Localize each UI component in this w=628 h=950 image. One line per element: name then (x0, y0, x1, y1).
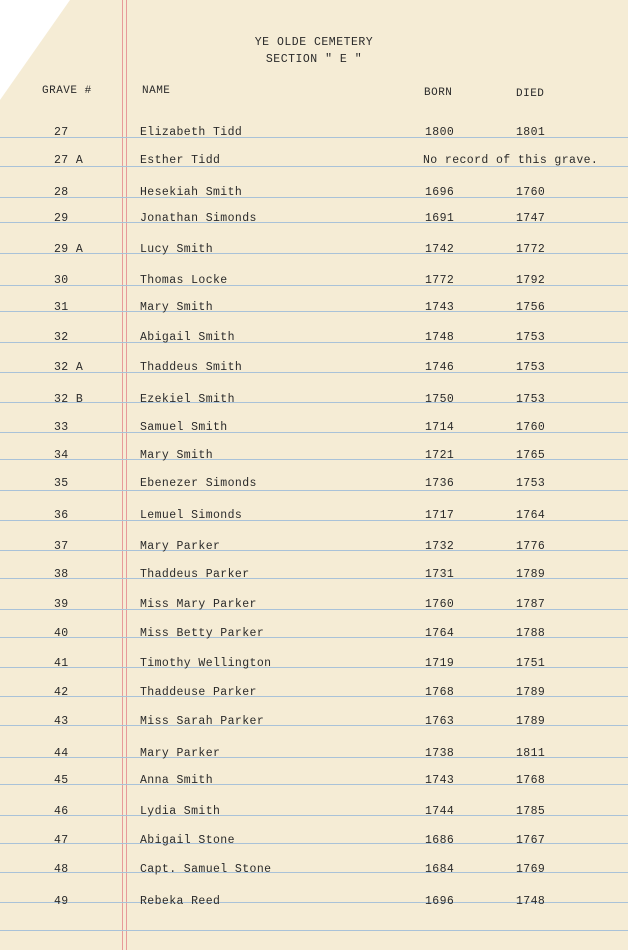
born-year: 1743 (425, 774, 455, 787)
table-row (0, 186, 628, 200)
person-name: Hesekiah Smith (140, 186, 243, 199)
died-year: 1785 (516, 805, 546, 818)
died-year: 1756 (516, 301, 546, 314)
grave-number: 38 (54, 568, 69, 581)
person-name: Samuel Smith (140, 421, 228, 434)
person-name: Elizabeth Tidd (140, 126, 243, 139)
died-year: 1764 (516, 509, 546, 522)
died-year: 1753 (516, 477, 546, 490)
died-year: 1760 (516, 421, 546, 434)
born-year: 1743 (425, 301, 455, 314)
person-name: Thomas Locke (140, 274, 228, 287)
grave-number: 39 (54, 598, 69, 611)
document-title: YE OLDE CEMETERY (254, 36, 374, 49)
table-row (0, 154, 628, 168)
ruled-line (0, 930, 628, 931)
grave-number: 31 (54, 301, 69, 314)
grave-number: 43 (54, 715, 69, 728)
table-row (0, 686, 628, 700)
table-row (0, 863, 628, 877)
born-year: 1748 (425, 331, 455, 344)
died-year: 1811 (516, 747, 546, 760)
table-row (0, 477, 628, 491)
died-year: 1765 (516, 449, 546, 462)
born-year: 1696 (425, 895, 455, 908)
died-year: 1769 (516, 863, 546, 876)
died-year: 1767 (516, 834, 546, 847)
born-year: 1742 (425, 243, 455, 256)
born-year: 1684 (425, 863, 455, 876)
born-year: 1760 (425, 598, 455, 611)
section-label: SECTION " E " (265, 53, 363, 66)
table-row (0, 805, 628, 819)
died-year: 1768 (516, 774, 546, 787)
grave-number: 29 A (54, 243, 84, 256)
born-year: 1763 (425, 715, 455, 728)
person-name: Mary Parker (140, 747, 221, 760)
grave-number: 45 (54, 774, 69, 787)
table-row (0, 568, 628, 582)
born-year: 1746 (425, 361, 455, 374)
died-year: 1789 (516, 568, 546, 581)
grave-number: 32 (54, 331, 69, 344)
born-year: 1772 (425, 274, 455, 287)
died-year: 1753 (516, 331, 546, 344)
died-year: 1751 (516, 657, 546, 670)
person-name: Thaddeus Smith (140, 361, 243, 374)
born-year: 1768 (425, 686, 455, 699)
grave-number: 42 (54, 686, 69, 699)
person-name: Jonathan Simonds (140, 212, 257, 225)
died-year: 1753 (516, 393, 546, 406)
person-name: Mary Parker (140, 540, 221, 553)
person-name: Esther Tidd (140, 154, 221, 167)
grave-number: 30 (54, 274, 69, 287)
grave-number: 48 (54, 863, 69, 876)
born-year: 1738 (425, 747, 455, 760)
grave-number: 27 A (54, 154, 84, 167)
table-row (0, 243, 628, 257)
died-year: 1753 (516, 361, 546, 374)
grave-number: 47 (54, 834, 69, 847)
born-year: 1719 (425, 657, 455, 670)
person-name: Abigail Smith (140, 331, 235, 344)
table-row (0, 715, 628, 729)
grave-number: 36 (54, 509, 69, 522)
person-name: Capt. Samuel Stone (140, 863, 272, 876)
grave-number: 34 (54, 449, 69, 462)
table-row (0, 774, 628, 788)
died-year: 1789 (516, 715, 546, 728)
died-year: 1772 (516, 243, 546, 256)
born-year: 1750 (425, 393, 455, 406)
grave-number: 46 (54, 805, 69, 818)
table-row (0, 212, 628, 226)
column-header-name: NAME (142, 85, 171, 97)
table-row (0, 509, 628, 523)
person-name: Abigail Stone (140, 834, 235, 847)
person-name: Miss Mary Parker (140, 598, 257, 611)
grave-number: 32 A (54, 361, 84, 374)
person-name: Thaddeuse Parker (140, 686, 257, 699)
born-year: 1717 (425, 509, 455, 522)
person-name: Mary Smith (140, 449, 214, 462)
table-row (0, 301, 628, 315)
person-name: Lydia Smith (140, 805, 221, 818)
grave-number: 37 (54, 540, 69, 553)
person-name: Ebenezer Simonds (140, 477, 257, 490)
born-year: 1714 (425, 421, 455, 434)
table-row (0, 895, 628, 909)
column-header-grave: GRAVE # (42, 85, 92, 97)
grave-number: 44 (54, 747, 69, 760)
grave-number: 27 (54, 126, 69, 139)
table-row (0, 331, 628, 345)
died-year: 1748 (516, 895, 546, 908)
column-header-born: BORN (424, 87, 453, 99)
person-name: Timothy Wellington (140, 657, 272, 670)
born-year: 1731 (425, 568, 455, 581)
table-row (0, 747, 628, 761)
born-year: 1686 (425, 834, 455, 847)
born-year: 1732 (425, 540, 455, 553)
table-row (0, 361, 628, 375)
person-name: Mary Smith (140, 301, 214, 314)
grave-number: 29 (54, 212, 69, 225)
grave-number: 41 (54, 657, 69, 670)
person-name: Rebeka Reed (140, 895, 221, 908)
record-note: No record of this grave. (423, 154, 599, 167)
died-year: 1801 (516, 126, 546, 139)
table-row (0, 598, 628, 612)
table-row (0, 657, 628, 671)
column-header-died: DIED (516, 88, 545, 100)
grave-number: 40 (54, 627, 69, 640)
person-name: Anna Smith (140, 774, 214, 787)
person-name: Lemuel Simonds (140, 509, 243, 522)
grave-number: 35 (54, 477, 69, 490)
grave-number: 49 (54, 895, 69, 908)
died-year: 1776 (516, 540, 546, 553)
table-row (0, 393, 628, 407)
born-year: 1721 (425, 449, 455, 462)
grave-number: 28 (54, 186, 69, 199)
table-row (0, 540, 628, 554)
born-year: 1691 (425, 212, 455, 225)
died-year: 1792 (516, 274, 546, 287)
born-year: 1800 (425, 126, 455, 139)
person-name: Ezekiel Smith (140, 393, 235, 406)
died-year: 1760 (516, 186, 546, 199)
table-row (0, 627, 628, 641)
born-year: 1764 (425, 627, 455, 640)
table-row (0, 274, 628, 288)
died-year: 1787 (516, 598, 546, 611)
table-row (0, 449, 628, 463)
grave-number: 32 B (54, 393, 84, 406)
grave-number: 33 (54, 421, 69, 434)
table-row (0, 126, 628, 140)
person-name: Thaddeus Parker (140, 568, 250, 581)
person-name: Miss Betty Parker (140, 627, 265, 640)
born-year: 1736 (425, 477, 455, 490)
born-year: 1744 (425, 805, 455, 818)
person-name: Miss Sarah Parker (140, 715, 265, 728)
died-year: 1747 (516, 212, 546, 225)
table-row (0, 421, 628, 435)
died-year: 1788 (516, 627, 546, 640)
died-year: 1789 (516, 686, 546, 699)
table-row (0, 834, 628, 848)
person-name: Lucy Smith (140, 243, 214, 256)
born-year: 1696 (425, 186, 455, 199)
